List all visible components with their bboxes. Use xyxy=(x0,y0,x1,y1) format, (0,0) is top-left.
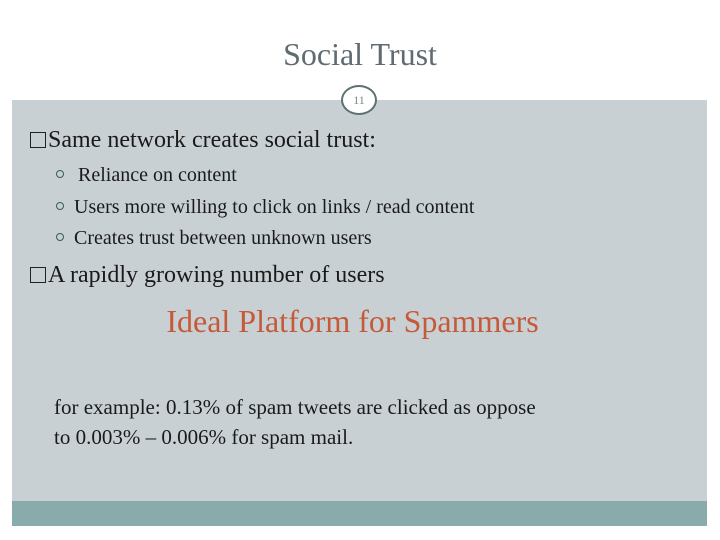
sub-bullet-label: Reliance on content xyxy=(78,164,237,186)
note-line-1: for example: 0.13% of spam tweets are clicked as oppose xyxy=(54,395,536,419)
footer-bar xyxy=(12,501,707,526)
highlight-text: Ideal Platform for Spammers xyxy=(166,303,539,339)
bullet-item xyxy=(30,262,385,289)
sub-bullet-label: Creates trust between unknown users xyxy=(74,227,372,249)
sub-bullet-label: Users more willing to click on links / read content xyxy=(74,196,475,218)
circle-bullet-icon xyxy=(56,170,64,178)
square-bullet-icon xyxy=(30,267,46,283)
sub-bullet-item xyxy=(56,196,474,219)
sub-bullet-item xyxy=(56,227,372,250)
square-bullet-icon xyxy=(30,132,46,148)
page-number-badge: 11 xyxy=(341,85,377,115)
circle-bullet-icon xyxy=(56,233,64,241)
bullet-label: Same network creates social trust: xyxy=(48,127,376,153)
bullet-item xyxy=(30,127,376,154)
circle-bullet-icon xyxy=(56,202,64,210)
sub-bullet-item xyxy=(56,164,237,187)
bullet-label: A rapidly growing number of users xyxy=(48,262,385,288)
note-line-2: to 0.003% – 0.006% for spam mail. xyxy=(54,425,354,449)
slide-title: Social Trust xyxy=(283,36,437,72)
